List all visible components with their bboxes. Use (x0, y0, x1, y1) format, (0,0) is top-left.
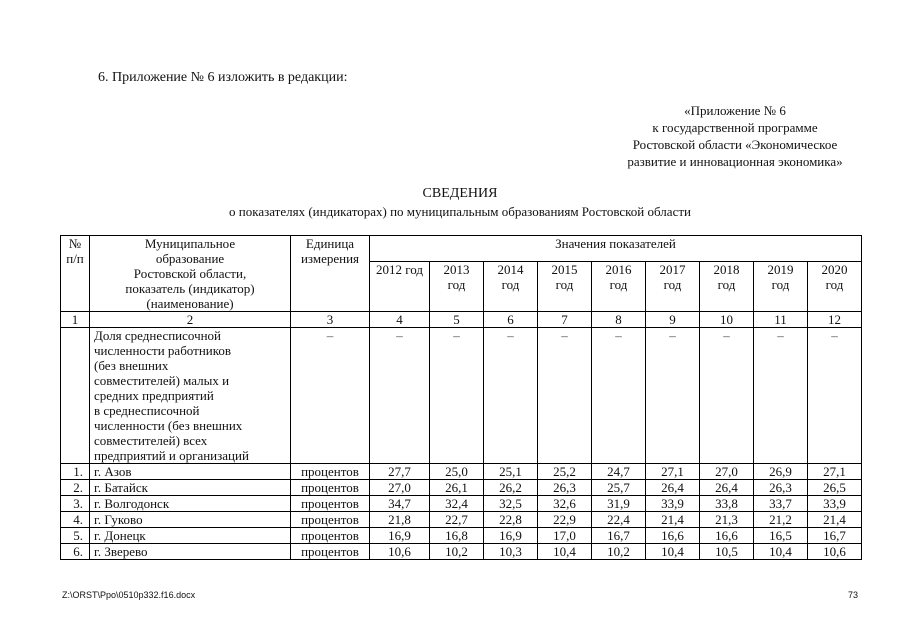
value-cell: 22,8 (484, 512, 538, 528)
indicator-dash: – (646, 328, 700, 464)
row-number: 6. (61, 544, 90, 560)
table-row (61, 480, 862, 496)
value-cell: 27,7 (370, 464, 430, 480)
value-cell: 33,8 (700, 496, 754, 512)
unit-cell: процентов (291, 496, 370, 512)
value-cell: 26,4 (646, 480, 700, 496)
value-cell: 22,7 (430, 512, 484, 528)
indicator-dash: – (808, 328, 862, 464)
column-number: 8 (592, 312, 646, 328)
intro-text: 6. Приложение № 6 изложить в редакции: (98, 70, 348, 85)
value-cell: 17,0 (538, 528, 592, 544)
value-cell: 10,4 (646, 544, 700, 560)
document-title: СВЕДЕНИЯ (422, 186, 498, 201)
indicator-dash: – (291, 328, 370, 464)
value-cell: 33,9 (646, 496, 700, 512)
header-year: 2020 год (808, 261, 862, 311)
value-cell: 10,3 (484, 544, 538, 560)
column-number: 12 (808, 312, 862, 328)
value-cell: 26,3 (754, 480, 808, 496)
row-number: 4. (61, 512, 90, 528)
value-cell: 34,7 (370, 496, 430, 512)
value-cell: 32,5 (484, 496, 538, 512)
value-cell: 24,7 (592, 464, 646, 480)
header-year: 2018 год (700, 261, 754, 311)
row-number: 2. (61, 480, 90, 496)
file-path: Z:\ORST\Ppo\0510p332.f16.docx (62, 590, 196, 600)
header-year: 2013 год (430, 261, 484, 311)
header-year: 2016 год (592, 261, 646, 311)
municipality-name: г. Донецк (90, 528, 291, 544)
value-cell: 22,4 (592, 512, 646, 528)
appendix-line: развитие и инновационная экономика» (627, 154, 843, 169)
value-cell: 21,8 (370, 512, 430, 528)
value-cell: 16,7 (592, 528, 646, 544)
appendix-line: к государственной программе (652, 120, 818, 135)
value-cell: 26,3 (538, 480, 592, 496)
table-row (61, 528, 862, 544)
indicator-dash: – (538, 328, 592, 464)
column-number: 3 (291, 312, 370, 328)
value-cell: 16,6 (700, 528, 754, 544)
value-cell: 25,1 (484, 464, 538, 480)
header-year: 2012 год (370, 261, 430, 311)
header-values: Значения показателей (370, 236, 862, 262)
indicator-dash: – (484, 328, 538, 464)
value-cell: 16,9 (484, 528, 538, 544)
indicator-dash: – (754, 328, 808, 464)
municipality-name: г. Волгодонск (90, 496, 291, 512)
table-row (61, 544, 862, 560)
value-cell: 32,6 (538, 496, 592, 512)
value-cell: 25,0 (430, 464, 484, 480)
value-cell: 16,6 (646, 528, 700, 544)
indicator-dash: – (592, 328, 646, 464)
value-cell: 26,4 (700, 480, 754, 496)
value-cell: 25,7 (592, 480, 646, 496)
value-cell: 22,9 (538, 512, 592, 528)
unit-cell: процентов (291, 544, 370, 560)
appendix-header (600, 102, 870, 170)
value-cell: 27,1 (646, 464, 700, 480)
indicators-table (60, 235, 862, 560)
unit-cell: процентов (291, 512, 370, 528)
column-number: 6 (484, 312, 538, 328)
municipality-name: г. Батайск (90, 480, 291, 496)
municipality-name: г. Зверево (90, 544, 291, 560)
value-cell: 10,6 (370, 544, 430, 560)
column-number: 1 (61, 312, 90, 328)
page-number: 73 (848, 590, 859, 600)
value-cell: 33,7 (754, 496, 808, 512)
value-cell: 27,0 (370, 480, 430, 496)
header-name: Муниципальное образование Ростовской области, показатель (индикатор) (наименование) (90, 236, 291, 312)
value-cell: 21,3 (700, 512, 754, 528)
row-number: 1. (61, 464, 90, 480)
row-number: 3. (61, 496, 90, 512)
value-cell: 16,9 (370, 528, 430, 544)
indicator-dash: – (370, 328, 430, 464)
municipality-name: г. Гуково (90, 512, 291, 528)
unit-cell: процентов (291, 480, 370, 496)
value-cell: 10,2 (592, 544, 646, 560)
value-cell: 10,5 (700, 544, 754, 560)
column-number: 11 (754, 312, 808, 328)
indicator-dash: – (430, 328, 484, 464)
header-year: 2014 год (484, 261, 538, 311)
column-number: 9 (646, 312, 700, 328)
value-cell: 26,2 (484, 480, 538, 496)
value-cell: 10,4 (538, 544, 592, 560)
value-cell: 21,2 (754, 512, 808, 528)
header-unit: Единица измерения (291, 236, 370, 312)
value-cell: 27,1 (808, 464, 862, 480)
value-cell: 27,0 (700, 464, 754, 480)
unit-cell: процентов (291, 464, 370, 480)
appendix-line: «Приложение № 6 (684, 103, 786, 118)
header-num: № п/п (61, 236, 90, 312)
value-cell: 16,8 (430, 528, 484, 544)
value-cell: 16,5 (754, 528, 808, 544)
indicator-num (61, 328, 90, 464)
value-cell: 33,9 (808, 496, 862, 512)
value-cell: 26,5 (808, 480, 862, 496)
value-cell: 31,9 (592, 496, 646, 512)
column-number: 5 (430, 312, 484, 328)
value-cell: 26,9 (754, 464, 808, 480)
value-cell: 21,4 (808, 512, 862, 528)
value-cell: 26,1 (430, 480, 484, 496)
value-cell: 16,7 (808, 528, 862, 544)
value-cell: 10,2 (430, 544, 484, 560)
header-year: 2015 год (538, 261, 592, 311)
table-row (61, 496, 862, 512)
indicator-dash: – (700, 328, 754, 464)
column-number: 2 (90, 312, 291, 328)
table-row (61, 512, 862, 528)
value-cell: 21,4 (646, 512, 700, 528)
column-number: 4 (370, 312, 430, 328)
value-cell: 32,4 (430, 496, 484, 512)
column-number: 7 (538, 312, 592, 328)
appendix-line: Ростовской области «Экономическое (632, 137, 838, 152)
header-year: 2019 год (754, 261, 808, 311)
unit-cell: процентов (291, 528, 370, 544)
row-number: 5. (61, 528, 90, 544)
value-cell: 25,2 (538, 464, 592, 480)
document-subtitle: о показателях (индикаторах) по муниципальным образованиям Ростовской области (229, 204, 691, 219)
header-year: 2017 год (646, 261, 700, 311)
indicator-name: Доля среднесписочной численности работников (без внешних совместителей) малых и средних предприятий в среднесписочной численности (без внешних совместителей) всех предприятий и организаций (90, 328, 291, 464)
municipality-name: г. Азов (90, 464, 291, 480)
column-number: 10 (700, 312, 754, 328)
value-cell: 10,4 (754, 544, 808, 560)
value-cell: 10,6 (808, 544, 862, 560)
table-row (61, 464, 862, 480)
